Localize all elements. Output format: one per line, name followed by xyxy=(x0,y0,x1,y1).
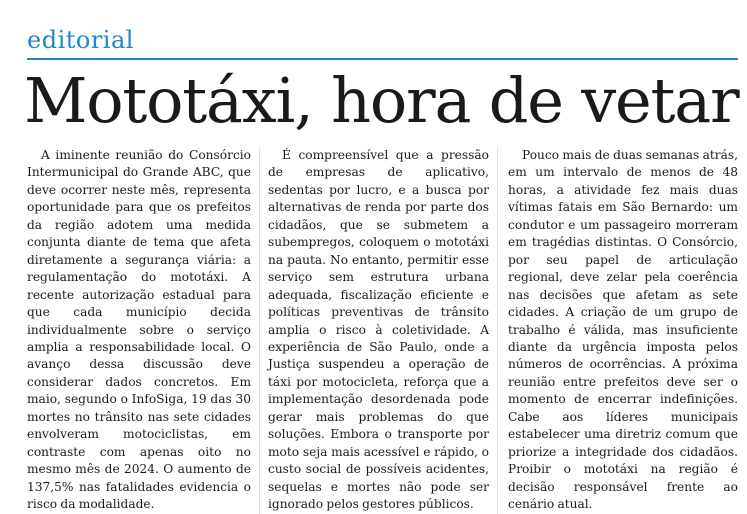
article-columns xyxy=(27,147,738,514)
headline: Mototáxi, hora de vetar xyxy=(24,64,739,137)
paragraph-2: É compreensível que a pressão de empresas de aplicativo, sedentas por lucro, e a busca por alternativas de renda por parte dos cidadãos, que se submetem a subempregos, coloquem o mototáxi na pauta. No entanto, permitir esse serviço sem estrutura urbana adequada, fiscalização eficiente e políticas preventivas de trânsito amplia o risco à coletividade. A experiência de São Paulo, onde a Justiça suspendeu a operação de táxi por motocicleta, reforça que a implementação desordenada pode gerar mais problemas do que soluções. Embora o transporte por moto seja mais acessível e rápido, o custo social de possíveis acidentes, sequelas e mortes não pode ser ignorado pelos gestores públicos. xyxy=(268,148,489,512)
article-column-3 xyxy=(497,147,738,514)
section-label: editorial xyxy=(27,26,134,54)
article-column-1 xyxy=(27,147,259,514)
section-rule xyxy=(27,58,738,60)
paragraph-3: Pouco mais de duas semanas atrás, em um intervalo de menos de 48 horas, a atividade fez mais duas vítimas fatais em São Bernardo: um condutor e um passageiro morreram em tragédias distintas. O Consórcio, por seu papel de articulação regional, deve zelar pela coerência nas decisões que afetam as sete cidades. A criação de um grupo de trabalho é válida, mas insuficiente diante da urgência imposta pelos números de ocorrências. A próxima reunião entre prefeitos deve ser o momento de encerrar indefinições. Cabe aos líderes municipais estabelecer uma diretriz comum que priorize a integridade dos cidadãos. Proibir o mototáxi na região é decisão responsável frente ao cenário atual. xyxy=(508,148,738,512)
article-column-2 xyxy=(259,147,497,514)
paragraph-1: A iminente reunião do Consórcio Intermunicipal do Grande ABC, que deve ocorrer neste mês, representa oportunidade para que os prefeitos da região adotem uma medida conjunta diante de tema que afeta diretamente a segurança viária: a regulamentação do mototáxi. A recente autorização estadual para que cada município decida individualmente sobre o serviço amplia a responsabilidade local. O avanço dessa discussão deve considerar dados concretos. Em maio, segundo o InfoSiga, 19 das 30 mortes no trânsito nas sete cidades envolveram motociclistas, em contraste com apenas oito no mesmo mês de 2024. O aumento de 137,5% nas fatalidades evidencia o risco da modalidade. xyxy=(27,148,251,512)
